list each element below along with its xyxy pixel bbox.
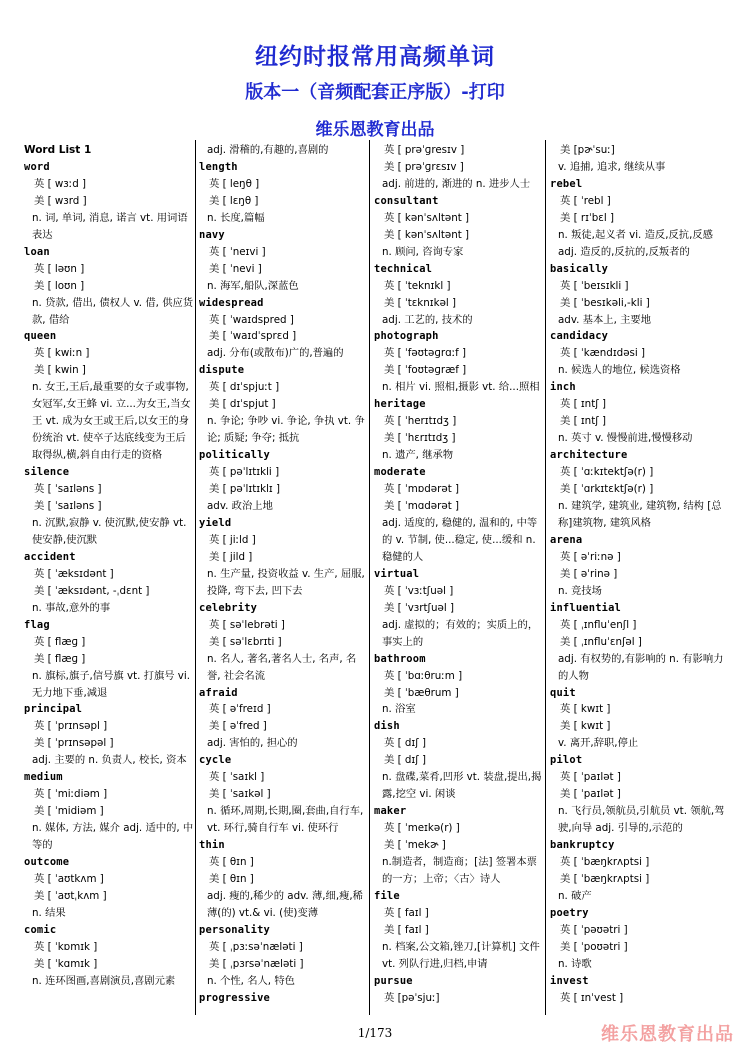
headword: moderate xyxy=(374,466,426,479)
uk-pronunciation: 英 [ ɪntʃ ] xyxy=(560,398,606,411)
definition: n. 竞技场 xyxy=(558,584,602,597)
us-pronunciation: 美 [ səˈlɛbrɪti ] xyxy=(209,635,282,648)
headword: thin xyxy=(199,839,225,852)
definition: n. 生产量, 投资收益 v. 生产, 屈服, 投降, 弯下去, 凹下去 xyxy=(207,567,365,597)
us-pronunciation: 美 [ loʊn ] xyxy=(34,279,85,292)
headword: heritage xyxy=(374,398,426,411)
definition: n. 建筑学, 建筑业, 建筑物, 结构 [总称]建筑物, 建筑风格 xyxy=(558,500,722,529)
us-pronunciation: 美 [ dɪʃ ] xyxy=(384,754,426,767)
uk-pronunciation: 英 [ əˈfreɪd ] xyxy=(209,703,271,716)
page-title: 纽约时报常用高频单词 xyxy=(255,44,495,70)
headword: cycle xyxy=(199,754,232,767)
definition: adj. 适度的, 稳健的, 温和的, 中等的 v. 节制, 使...稳定, 使...缓和 n. 稳健的人 xyxy=(382,516,538,563)
word-column-1 xyxy=(24,142,194,1017)
us-pronunciation: 美 [ ˈsaɪləns ] xyxy=(34,500,102,513)
headword: technical xyxy=(374,262,433,275)
definition: n. 名人, 著名,著名人士, 名声, 名誉, 社会名流 xyxy=(207,652,357,682)
headword: navy xyxy=(199,228,225,241)
uk-pronunciation: 英 [pəˈsjuː] xyxy=(384,991,440,1004)
uk-pronunciation: 英 [ əˈriːnə ] xyxy=(560,550,621,563)
us-pronunciation: 美 [ ˈfoʊtəɡræf ] xyxy=(384,364,467,377)
us-pronunciation: 美 [ ˈtɛknɪkəl ] xyxy=(384,296,457,309)
definition: n. 候选人的地位, 候选资格 xyxy=(558,364,681,377)
headword: maker xyxy=(374,805,407,818)
headword: consultant xyxy=(374,194,439,207)
us-pronunciation: 美 [ ˈaʊtˌkʌm ] xyxy=(34,889,107,902)
definition: n. 贷款, 借出, 债权人 v. 借, 供应货款, 借给 xyxy=(32,296,194,326)
definition: n.制造者，制造商；[法] 签署本票的一方；上帝；〈古〉诗人 xyxy=(382,856,537,885)
uk-pronunciation: 英 [ θɪn ] xyxy=(209,856,254,869)
us-pronunciation: 美 [ ˈæksɪdənt, -ˌdɛnt ] xyxy=(34,584,150,597)
definition: n. 旗标,旗子,信号旗 vt. 打旗号 vi. 无力地下垂,减退 xyxy=(32,669,191,699)
headword: inch xyxy=(550,381,576,394)
uk-pronunciation: 英 [ ˈherɪtɪdʒ ] xyxy=(384,415,457,428)
headword: poetry xyxy=(550,906,589,919)
definition: n. 连环图画,喜剧演员,喜剧元素 xyxy=(32,974,176,987)
us-pronunciation: 美 [ ˈsaɪkəl ] xyxy=(209,788,271,801)
definition: adj. 工艺的, 技术的 xyxy=(382,313,473,326)
uk-pronunciation: 英 [ kwiːn ] xyxy=(34,347,90,360)
headword: celebrity xyxy=(199,601,258,614)
headword: file xyxy=(374,889,400,902)
definition: adj. 害怕的, 担心的 xyxy=(207,737,298,750)
headword: invest xyxy=(550,974,589,987)
headword: virtual xyxy=(374,567,420,580)
headword: basically xyxy=(550,262,609,275)
publisher-line: 维乐恩教育出品 xyxy=(315,120,435,140)
page-header xyxy=(0,40,750,144)
definition: n. 诗歌 xyxy=(558,957,592,970)
uk-pronunciation: 英 [ faɪl ] xyxy=(384,906,429,919)
uk-pronunciation: 英 [ kwɪt ] xyxy=(560,703,611,716)
us-pronunciation: 美 [ ˌɪnfluˈɛnʃəl ] xyxy=(560,635,642,648)
definition: n. 飞行员,领航员,引航员 vt. 领航,驾驶,向导 adj. 引导的,示范的 xyxy=(558,805,725,835)
uk-pronunciation: 英 [ ˈneɪvi ] xyxy=(209,245,266,258)
uk-pronunciation: 英 [ ˈwaɪdspred ] xyxy=(209,313,294,326)
definition: v. 离开,辞职,停止 xyxy=(558,737,639,750)
headword: progressive xyxy=(199,991,271,1004)
headword: bathroom xyxy=(374,652,426,665)
uk-pronunciation: 英 [ ˈmɒdərət ] xyxy=(384,483,460,496)
headword: medium xyxy=(24,771,63,784)
us-pronunciation: 美 [ ˈpoʊətri ] xyxy=(560,940,628,953)
headword: length xyxy=(199,160,238,173)
us-pronunciation: 美 [ ˈnevi ] xyxy=(209,262,262,275)
us-pronunciation: 美 [ ˈɑrkɪtɛktʃə(r) ] xyxy=(560,483,654,496)
headword: rebel xyxy=(550,177,583,190)
us-pronunciation: 美 [ ˈprɪnsəpəl ] xyxy=(34,737,114,750)
definition: n. 档案,公文箱,锉刀,[计算机] 文件 vt. 列队行进,归档,申请 xyxy=(382,940,540,970)
headword: afraid xyxy=(199,686,238,699)
headword: candidacy xyxy=(550,330,609,343)
headword: accident xyxy=(24,550,76,563)
us-pronunciation: 美 [ ɪntʃ ] xyxy=(560,415,606,428)
headword: influential xyxy=(550,601,622,614)
headword: pilot xyxy=(550,754,583,767)
headword: outcome xyxy=(24,856,70,869)
uk-pronunciation: 英 [ kənˈsʌltənt ] xyxy=(384,211,470,224)
us-pronunciation: 美 [ θɪn ] xyxy=(209,872,254,885)
uk-pronunciation: 英 [ ˈkɒmɪk ] xyxy=(34,940,98,953)
us-pronunciation: 美 [ ˈmɑdərət ] xyxy=(384,500,460,513)
us-pronunciation: 美 [ ˈkɑmɪk ] xyxy=(34,957,98,970)
uk-pronunciation: 英 [ prəˈɡresɪv ] xyxy=(384,144,465,156)
definition: n. 沉默,寂静 v. 使沉默,使安静 vt. 使安静,使沉默 xyxy=(32,516,187,546)
definition: n. 叛徒,起义者 vi. 造反,反抗,反感 adj. 造反的,反抗的,反叛者的 xyxy=(558,228,713,258)
definition: adv. 基本上, 主要地 xyxy=(558,313,652,326)
headword: dispute xyxy=(199,364,245,377)
uk-pronunciation: 英 [ ˈsaɪləns ] xyxy=(34,483,102,496)
us-pronunciation: 美 [ lɛŋθ ] xyxy=(209,194,259,207)
word-column-3 xyxy=(374,142,544,1017)
definition: n. 顾问, 咨询专家 xyxy=(382,245,464,258)
uk-pronunciation: 美 [pɚˈsuː] xyxy=(560,144,615,156)
uk-pronunciation: 英 [ wɜːd ] xyxy=(34,177,87,190)
word-list-heading: Word List 1 xyxy=(24,144,92,156)
headword: widespread xyxy=(199,296,264,309)
headword: quit xyxy=(550,686,576,699)
definition: n. 英寸 v. 慢慢前进,慢慢移动 xyxy=(558,432,693,445)
definition: n. 争论; 争吵 vi. 争论, 争执 vt. 争论; 质疑; 争夺; 抵抗 xyxy=(207,415,365,445)
uk-pronunciation: 英 [ ˈpaɪlət ] xyxy=(560,771,621,784)
uk-pronunciation: 英 [ ˈprɪnsəpl ] xyxy=(34,720,108,733)
uk-pronunciation: 英 [ ˈkændɪdəsi ] xyxy=(560,347,646,360)
headword: word xyxy=(24,160,50,173)
uk-pronunciation: 英 [ ˈteknɪkl ] xyxy=(384,279,451,292)
headword: pursue xyxy=(374,974,413,987)
definition: adj. 虚拟的；有效的；实质上的，事实上的 xyxy=(382,618,539,648)
uk-pronunciation: 英 [ jiːld ] xyxy=(209,533,256,546)
headword: principal xyxy=(24,703,83,716)
definition: n. 事故,意外的事 xyxy=(32,601,111,614)
uk-pronunciation: 英 [ ˈmeɪkə(r) ] xyxy=(384,822,460,835)
definition: n. 结果 xyxy=(32,906,66,919)
uk-pronunciation: 英 [ ˈbɑːθruːm ] xyxy=(384,669,463,682)
uk-pronunciation: 英 [ ˈfəʊtəɡrɑːf ] xyxy=(384,347,467,360)
headword: arena xyxy=(550,533,583,546)
uk-pronunciation: 英 [ ˌpɜːsəˈnæləti ] xyxy=(209,940,303,953)
us-pronunciation: 美 [ ˈmekɚ ] xyxy=(384,839,446,852)
headword: photograph xyxy=(374,330,439,343)
definition: n. 词, 单词, 消息, 诺言 vt. 用词语表达 xyxy=(32,211,188,241)
uk-pronunciation: 英 [ dɪʃ ] xyxy=(384,737,426,750)
headword: politically xyxy=(199,449,271,462)
uk-pronunciation: 英 [ ˈvɜːtʃuəl ] xyxy=(384,584,454,597)
headword: loan xyxy=(24,245,50,258)
us-pronunciation: 美 [ ˈpaɪlət ] xyxy=(560,788,621,801)
us-pronunciation: 美 [ dɪˈspjut ] xyxy=(209,398,276,411)
definition: n. 盘碟,菜肴,凹形 vt. 装盘,提出,揭露,挖空 vi. 闲谈 xyxy=(382,771,542,801)
headword: silence xyxy=(24,466,70,479)
definition: n. 遗产, 继承物 xyxy=(382,449,454,462)
headword: queen xyxy=(24,330,57,343)
us-pronunciation: 美 [ flæɡ ] xyxy=(34,652,86,665)
us-pronunciation: 美 [ rɪˈbɛl ] xyxy=(560,211,615,224)
definition: n. 相片 vi. 照相,摄影 vt. 给...照相 xyxy=(382,381,540,394)
watermark-logo: 维乐恩教育出品 xyxy=(601,1024,734,1045)
definition: adj. 前进的, 渐进的 n. 进步人士 xyxy=(382,177,531,190)
us-pronunciation: 美 [ kwin ] xyxy=(34,364,86,377)
uk-pronunciation: 英 [ pəˈlɪtɪkli ] xyxy=(209,466,280,479)
us-pronunciation: 美 [ kwɪt ] xyxy=(560,720,611,733)
definition: n. 媒体, 方法, 媒介 adj. 适中的, 中等的 xyxy=(32,822,194,852)
uk-pronunciation: 英 [ ˈbæŋkrʌptsi ] xyxy=(560,856,650,869)
us-pronunciation: 美 [ əˈfred ] xyxy=(209,720,267,733)
uk-pronunciation: 英 [ ˈbeɪsɪkli ] xyxy=(560,279,629,292)
definition: adj. 主要的 n. 负责人, 校长, 资本 xyxy=(32,754,187,767)
us-pronunciation: 美 [ kənˈsʌltənt ] xyxy=(384,228,470,241)
headword: architecture xyxy=(550,449,628,462)
definition: v. 追捕, 追求, 继续从事 xyxy=(558,160,666,173)
definition: n. 海军,船队,深蓝色 xyxy=(207,279,299,292)
us-pronunciation: 美 [ wɜrd ] xyxy=(34,194,87,207)
us-pronunciation: 美 [ ˈmidiəm ] xyxy=(34,805,104,818)
definition: n. 浴室 xyxy=(382,703,416,716)
us-pronunciation: 美 [ ˈwaɪdˈsprɛd ] xyxy=(209,330,297,343)
uk-pronunciation: 英 [ səˈlebrəti ] xyxy=(209,618,285,631)
headword: bankruptcy xyxy=(550,839,615,852)
definition: adj. 有权势的,有影响的 n. 有影响力的人物 xyxy=(558,652,724,682)
headword: personality xyxy=(199,923,271,936)
definition: n. 破产 xyxy=(558,889,592,902)
headword: comic xyxy=(24,923,57,936)
headword: yield xyxy=(199,516,232,529)
definition: adv. 政治上地 xyxy=(207,500,273,513)
uk-pronunciation: 英 [ ləʊn ] xyxy=(34,262,85,275)
uk-pronunciation: 英 [ ɪnˈvest ] xyxy=(560,991,624,1004)
us-pronunciation: 美 [ ˈbæθrum ] xyxy=(384,686,459,699)
definition: n. 个性, 名人, 特色 xyxy=(207,974,295,987)
uk-pronunciation: 英 [ ˈpəʊətri ] xyxy=(560,923,628,936)
headword: dish xyxy=(374,720,400,733)
us-pronunciation: 美 [ faɪl ] xyxy=(384,923,429,936)
definition: n. 女王,王后,最重要的女子或事物,女冠军,女王蜂 vi. 立...为女王,当女王 vt. 成为女王或王后,以女王的身份统治 vt. 使卒子达底线变为王后取得纵,横,斜自由行走的资格 xyxy=(32,381,191,462)
uk-pronunciation: 英 [ ˌɪnfluˈenʃl ] xyxy=(560,618,637,631)
definition: adj. 滑稽的,有趣的,喜剧的 xyxy=(207,144,329,156)
uk-pronunciation: 英 [ flæɡ ] xyxy=(34,635,86,648)
uk-pronunciation: 英 [ ˈæksɪdənt ] xyxy=(34,567,114,580)
us-pronunciation: 美 [ ˈhɛrɪtɪdʒ ] xyxy=(384,432,456,445)
word-column-4 xyxy=(550,142,726,1017)
uk-pronunciation: 英 [ dɪˈspjuːt ] xyxy=(209,381,280,394)
us-pronunciation: 美 [ ˈvɜrtʃuəl ] xyxy=(384,601,455,614)
us-pronunciation: 美 [ ˈbesɪkəli,-kli ] xyxy=(560,296,650,309)
word-column-2 xyxy=(199,142,367,1017)
us-pronunciation: 美 [ pəˈlɪtɪklɪ ] xyxy=(209,483,281,496)
uk-pronunciation: 英 [ ˈaʊtkʌm ] xyxy=(34,872,104,885)
uk-pronunciation: 英 [ ˈsaɪkl ] xyxy=(209,771,265,784)
us-pronunciation: 美 [ prəˈɡrɛsɪv ] xyxy=(384,160,464,173)
headword: flag xyxy=(24,618,50,631)
definition: n. 长度,篇幅 xyxy=(207,211,265,224)
uk-pronunciation: 英 [ ˈmiːdiəm ] xyxy=(34,788,108,801)
us-pronunciation: 美 [ jild ] xyxy=(209,550,253,563)
uk-pronunciation: 英 [ ˈɑːkɪtektʃə(r) ] xyxy=(560,466,654,479)
uk-pronunciation: 英 [ ˈrebl ] xyxy=(560,194,611,207)
us-pronunciation: 美 [ ˈbæŋkrʌptsi ] xyxy=(560,872,650,885)
page-number: 1/173 xyxy=(357,1026,393,1040)
us-pronunciation: 美 [ əˈrinə ] xyxy=(560,567,618,580)
definition: n. 循环,周期,长期,圈,套曲,自行车, vt. 环行,骑自行车 vi. 使环行 xyxy=(207,805,364,835)
us-pronunciation: 美 [ ˌpɜrsəˈnæləti ] xyxy=(209,957,304,970)
definition: adj. 瘦的,稀少的 adv. 薄,细,瘦,稀薄(的) vt.& vi. (使)变薄 xyxy=(207,889,363,919)
word-list-columns xyxy=(22,142,728,1017)
definition: adj. 分布(或散布)广的,普遍的 xyxy=(207,347,344,360)
uk-pronunciation: 英 [ leŋθ ] xyxy=(209,177,260,190)
page-subtitle: 版本一（音频配套正序版）-打印 xyxy=(245,82,505,103)
